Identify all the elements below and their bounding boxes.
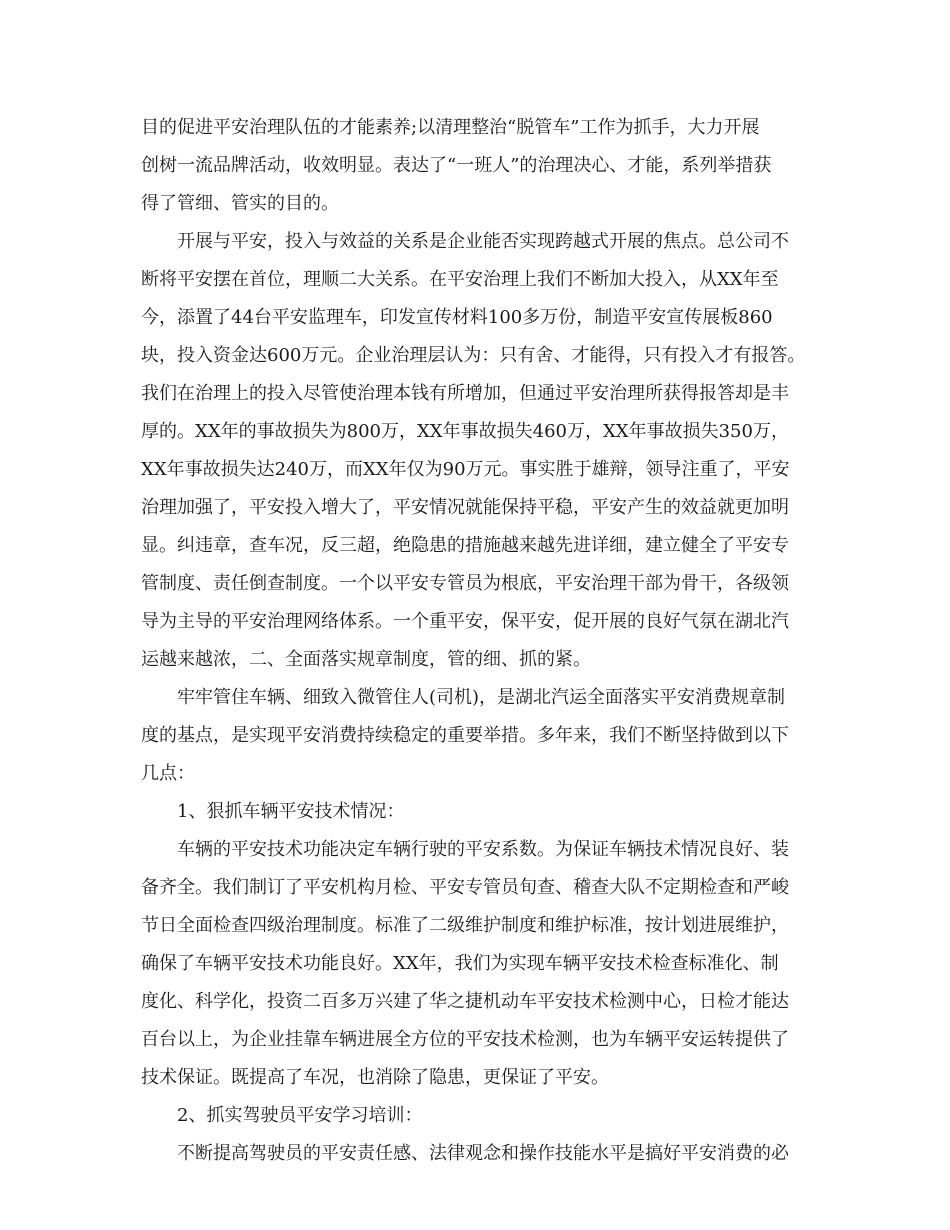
- text-line: 治理加强了，平安投入增大了，平安情况就能保持平稳，平安产生的效益就更加明: [141, 497, 789, 518]
- text-line: 节日全面检查四级治理制度。标准了二级维护制度和维护标准，按计划进展维护，: [141, 915, 789, 936]
- text-line: 得了管细、管实的目的。: [141, 193, 339, 214]
- section-heading: 1、狠抓车辆平安技术情况：: [177, 801, 405, 822]
- text-line: 管制度、责任倒查制度。一个以平安专管员为根底，平安治理干部为骨干，各级领: [141, 573, 789, 594]
- text-line: 目的促进平安治理队伍的才能素养;以清理整治“脱管车”工作为抓手，大力开展: [141, 117, 760, 138]
- text-line: 厚的。XX年的事故损失为800万，XX年事故损失460万，XX年事故损失350万，: [141, 421, 789, 442]
- text-line: 技术保证。既提高了车况，也消除了隐患，更保证了平安。: [141, 1067, 609, 1088]
- text-line: 几点：: [141, 763, 195, 784]
- text-line: 运越来越浓，二、全面落实规章制度，管的细、抓的紧。: [141, 649, 591, 670]
- text-line: 断将平安摆在首位，理顺二大关系。在平安治理上我们不断加大投入，从XX年至: [141, 269, 779, 290]
- text-line: 备齐全。我们制订了平安机构月检、平安专管员旬查、稽查大队不定期检查和严峻: [141, 877, 789, 898]
- text-line: 今，添置了44台平安监理车，印发宣传材料100多万份，制造平安宣传展板860: [141, 307, 773, 328]
- text-line: 块，投入资金达600万元。企业治理层认为：只有舍、才能得，只有投入才有报答。: [141, 345, 806, 366]
- paragraph-first-line: 开展与平安，投入与效益的关系是企业能否实现跨越式开展的焦点。总公司不: [177, 231, 789, 252]
- text-line: XX年事故损失达240万，而XX年仅为90万元。事实胜于雄辩，领导注重了，平安: [141, 459, 790, 480]
- text-line: 度的基点，是实现平安消费持续稳定的重要举措。多年来，我们不断坚持做到以下: [141, 725, 789, 746]
- section-heading: 2、抓实驾驶员平安学习培训：: [177, 1105, 423, 1126]
- paragraph-first-line: 车辆的平安技术功能决定车辆行驶的平安系数。为保证车辆技术情况良好、装: [177, 839, 789, 860]
- paragraph-first-line: 不断提高驾驶员的平安责任感、法律观念和操作技能水平是搞好平安消费的必: [177, 1143, 789, 1164]
- text-line: 度化、科学化，投资二百多万兴建了华之捷机动车平安技术检测中心，日检才能达: [141, 991, 789, 1012]
- text-line: 百台以上，为企业挂靠车辆进展全方位的平安技术检测，也为车辆平安运转提供了: [141, 1029, 789, 1050]
- text-line: 确保了车辆平安技术功能良好。XX年，我们为实现车辆平安技术检查标准化、制: [141, 953, 779, 974]
- text-line: 显。纠违章，查车况，反三超，绝隐患的措施越来越先进详细，建立健全了平安专: [141, 535, 789, 556]
- paragraph-first-line: 牢牢管住车辆、细致入微管住人(司机)，是湖北汽运全面落实平安消费规章制: [177, 687, 786, 708]
- text-line: 我们在治理上的投入尽管使治理本钱有所增加，但通过平安治理所获得报答却是丰: [141, 383, 789, 404]
- text-line: 创树一流品牌活动，收效明显。表达了“一班人”的治理决心、才能，系列举措获: [141, 155, 772, 176]
- text-line: 导为主导的平安治理网络体系。一个重平安，保平安，促开展的良好气氛在湖北汽: [141, 611, 789, 632]
